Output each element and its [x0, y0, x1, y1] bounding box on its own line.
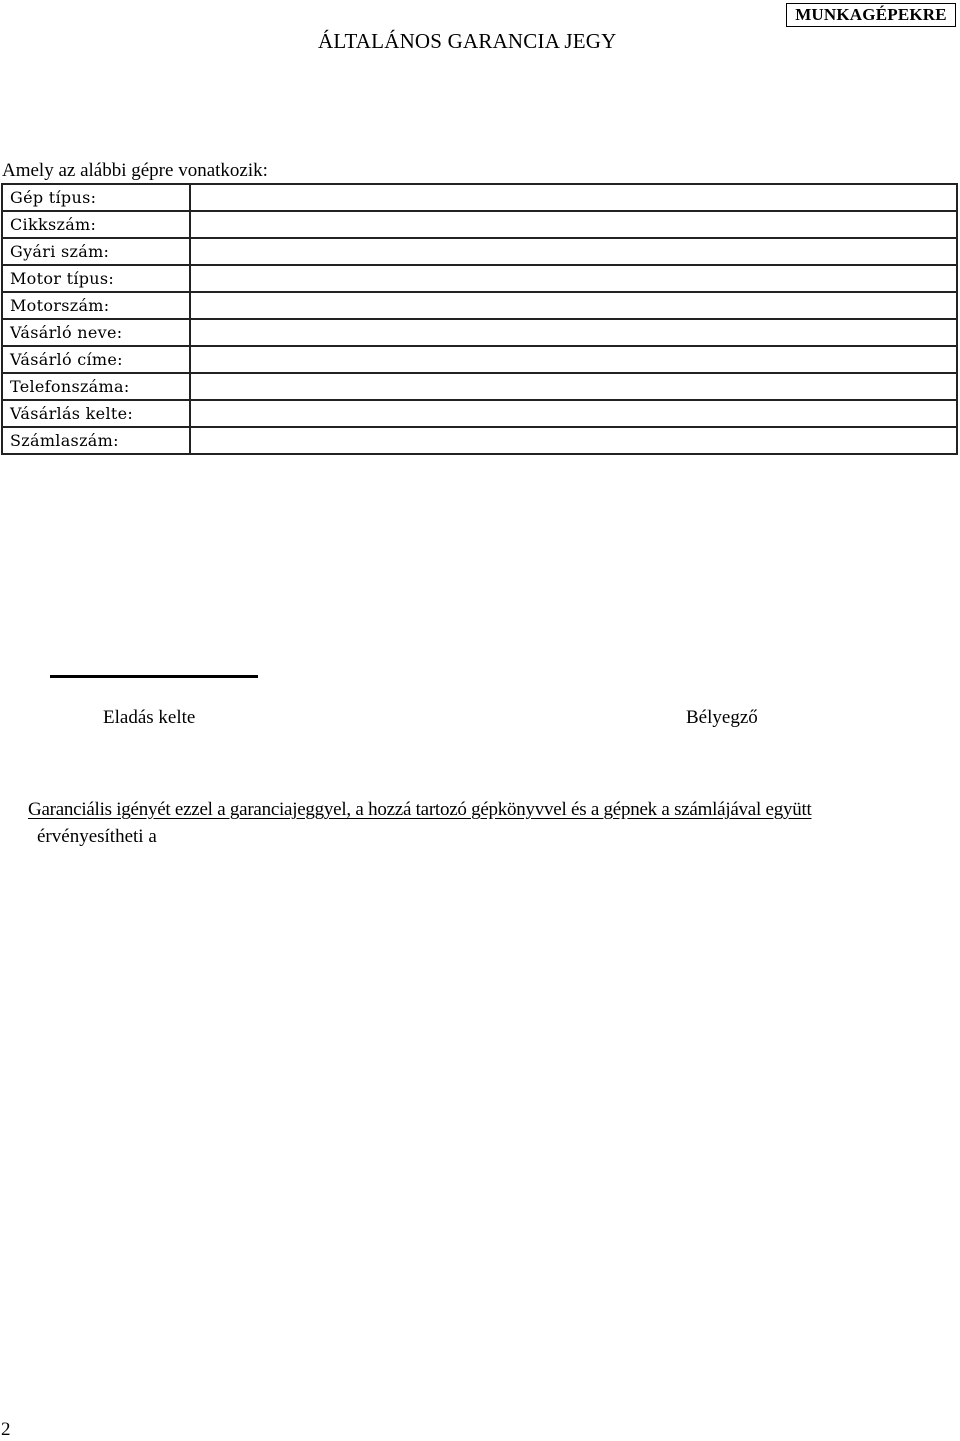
field-label-engine-number: Motorszám: [2, 292, 190, 319]
table-row [2, 184, 957, 211]
field-value-purchase-date[interactable] [190, 400, 957, 427]
table-row [2, 238, 957, 265]
field-label-purchase-date: Vásárlás kelte: [2, 400, 190, 427]
field-label-buyer-address: Vásárló címe: [2, 346, 190, 373]
field-value-buyer-name[interactable] [190, 319, 957, 346]
warranty-text-line-1: Garanciális igényét ezzel a garanciajeggyel, a hozzá tartozó gépkönyvvel és a gépnek a számlájával együtt [28, 799, 812, 820]
table-row [2, 265, 957, 292]
table-row [2, 346, 957, 373]
field-label-machine-type: Gép típus: [2, 184, 190, 211]
field-value-serial-number[interactable] [190, 238, 957, 265]
field-value-buyer-address[interactable] [190, 346, 957, 373]
field-label-invoice-number: Számlaszám: [2, 427, 190, 454]
table-row [2, 211, 957, 238]
field-value-phone-number[interactable] [190, 373, 957, 400]
machine-info-table [1, 183, 958, 455]
field-value-invoice-number[interactable] [190, 427, 957, 454]
table-row [2, 400, 957, 427]
field-value-engine-type[interactable] [190, 265, 957, 292]
field-label-phone-number: Telefonszáma: [2, 373, 190, 400]
stamp-label: Bélyegző [686, 707, 758, 728]
table-row [2, 373, 957, 400]
field-label-engine-type: Motor típus: [2, 265, 190, 292]
page-number: 2 [1, 1419, 11, 1440]
field-value-engine-number[interactable] [190, 292, 957, 319]
intro-text: Amely az alábbi gépre vonatkozik: [2, 160, 268, 181]
table-row [2, 319, 957, 346]
table-row [2, 292, 957, 319]
table-row [2, 427, 957, 454]
signature-line [50, 675, 258, 678]
field-value-item-number[interactable] [190, 211, 957, 238]
field-value-machine-type[interactable] [190, 184, 957, 211]
category-badge: MUNKAGÉPEKRE [786, 3, 956, 27]
field-label-item-number: Cikkszám: [2, 211, 190, 238]
warranty-text-line-2: érvényesítheti a [37, 826, 157, 847]
document-title: ÁLTALÁNOS GARANCIA JEGY [318, 29, 617, 53]
field-label-serial-number: Gyári szám: [2, 238, 190, 265]
sale-date-label: Eladás kelte [103, 707, 196, 728]
field-label-buyer-name: Vásárló neve: [2, 319, 190, 346]
